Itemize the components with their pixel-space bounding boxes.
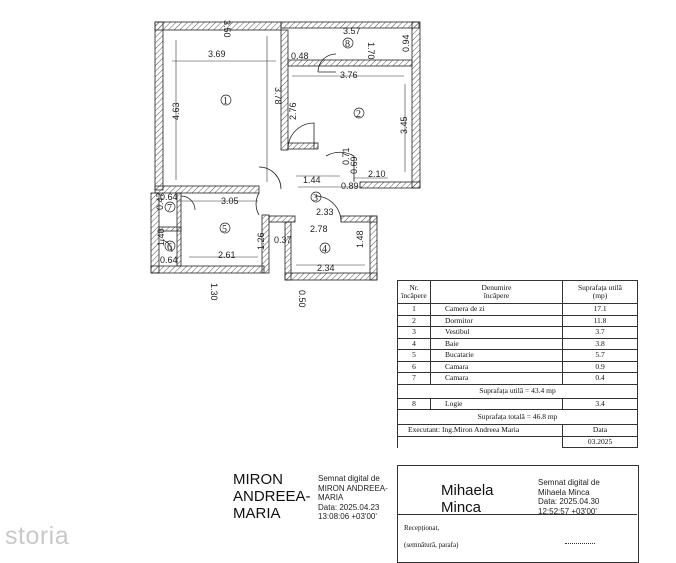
room-number: 7 [167, 203, 172, 214]
total-row [398, 410, 638, 425]
right-sig-line: Mihaela Minca [538, 487, 590, 497]
right-signature-text [538, 478, 600, 516]
left-sig-line: 13:08:06 +03'00' [318, 512, 377, 521]
right-name-line: Mihaela [441, 482, 494, 499]
right-sig-line: 12:52:57 +03'00' [538, 506, 597, 516]
dim-label: 2.76 [288, 102, 298, 120]
table-row [398, 304, 638, 316]
dim-label: 0.48 [291, 51, 309, 61]
date-value: 03.2025 [563, 436, 638, 448]
dim-label: 2.34 [317, 263, 335, 273]
dim-label: 2.78 [310, 224, 328, 234]
row-area: 0.9 [563, 361, 638, 373]
table-row [398, 338, 638, 350]
row-area: 11.8 [563, 315, 638, 327]
dim-label: 3.05 [221, 196, 239, 206]
header-area: Suprafața utilă (mp) [563, 281, 638, 304]
dim-label: 1.30 [209, 283, 219, 301]
table-row [398, 361, 638, 373]
dim-label: 0.71 [341, 147, 351, 165]
right-name-line: Minca [441, 499, 482, 516]
row-area: 3.4 [563, 398, 638, 410]
right-signature-name [441, 482, 494, 516]
row-area: 3.7 [563, 327, 638, 339]
row-area: 3.8 [563, 338, 638, 350]
dim-label: 0.50 [297, 290, 307, 308]
table-row [398, 315, 638, 327]
dim-label: 0.37 [274, 235, 292, 245]
room-number: 3 [313, 193, 318, 204]
dim-label: 3.69 [208, 49, 226, 59]
room-number: 1 [223, 96, 228, 107]
dim-label: 1.44 [303, 175, 321, 185]
left-sig-line: Semnat digital de [318, 474, 380, 483]
row-name: Baie [431, 338, 563, 350]
row-nr: 5 [398, 350, 431, 362]
date-row [398, 436, 638, 448]
dim-label: 0.47 [155, 192, 165, 210]
left-sig-line: MIRON ANDREEA- [318, 483, 388, 493]
row-area: 5.7 [563, 350, 638, 362]
table-row [398, 373, 638, 385]
dim-label: 2.33 [316, 207, 334, 217]
row-name: Camara [431, 373, 563, 385]
row-name: Camara [431, 361, 563, 373]
dim-label: 3.45 [399, 116, 409, 134]
executant-row [398, 425, 638, 437]
dim-label: 1.40 [156, 228, 166, 246]
total-area: Suprafața totală = 46.8 mp [398, 410, 638, 425]
table-header-row [398, 281, 638, 304]
row-name: Logie [431, 398, 563, 410]
signature-note: (semnătură, parafa) [404, 541, 459, 549]
storia-watermark: storia [5, 522, 70, 550]
row-name: Vestibul [431, 327, 563, 339]
left-sig-line: Data: 2025.04.23 [318, 502, 380, 512]
dim-label: 0.64 [160, 192, 178, 202]
room-number: 4 [322, 244, 327, 255]
header-nr: Nr. încăpere [398, 281, 431, 304]
left-name-line: MARIA [233, 505, 281, 522]
row-nr: 3 [398, 327, 431, 339]
receptionat-label: Recepționat, [404, 524, 440, 532]
row-name: Bucatarie [431, 350, 563, 362]
row-area: 0.4 [563, 373, 638, 385]
row-nr: 2 [398, 315, 431, 327]
row-name: Dormitor [431, 315, 563, 327]
table-row [398, 350, 638, 362]
row-nr: 1 [398, 304, 431, 316]
room-number: 6 [167, 242, 172, 253]
row-area: 17.1 [563, 304, 638, 316]
table-row [398, 398, 638, 410]
left-signature-name [233, 471, 311, 522]
signature-dots [565, 543, 595, 544]
dim-label: 1.26 [256, 232, 266, 250]
row-nr: 6 [398, 361, 431, 373]
useful-total: Suprafața utilă = 43.4 mp [398, 384, 638, 398]
room-number: 5 [222, 224, 227, 235]
right-sig-line: Semnat digital de [538, 478, 600, 487]
dim-label: 1.48 [355, 230, 365, 248]
room-number: 8 [345, 39, 350, 50]
left-sig-line: MARIA [318, 493, 344, 502]
row-name: Camera de zi [431, 304, 563, 316]
left-signature-text [318, 474, 388, 522]
left-name-line: ANDREEA- [233, 488, 311, 505]
dim-label: 3.76 [340, 70, 358, 80]
room-area-table [397, 280, 638, 448]
left-name-line: MIRON [233, 471, 283, 488]
dim-label: 2.10 [368, 169, 386, 179]
dim-label: 2.61 [218, 250, 236, 260]
dim-label: 4.63 [171, 102, 181, 120]
dim-label: 3.57 [343, 26, 361, 36]
receptionat-divider [397, 514, 637, 515]
executant: Executant: Ing.Miron Andreea Maria [398, 425, 563, 437]
dim-label: 0.69 [349, 156, 359, 174]
header-name: Denumire încăpere [431, 281, 563, 304]
doors [160, 54, 354, 252]
date-label: Data [563, 425, 638, 437]
empty-cell [398, 436, 563, 448]
dim-label: 3.50 [222, 20, 232, 38]
row-nr: 4 [398, 338, 431, 350]
dim-label: 1.70 [366, 42, 376, 60]
table-row [398, 327, 638, 339]
useful-total-row [398, 384, 638, 398]
dim-label: 0.94 [401, 34, 411, 52]
room-number: 2 [356, 109, 361, 120]
right-sig-line: Data: 2025.04.30 [538, 497, 600, 506]
dim-label: 3.78 [273, 87, 283, 105]
row-nr: 7 [398, 373, 431, 385]
dim-label: 0.64 [160, 255, 178, 265]
dim-label: 0.89 [341, 181, 359, 191]
row-nr: 8 [398, 398, 431, 410]
